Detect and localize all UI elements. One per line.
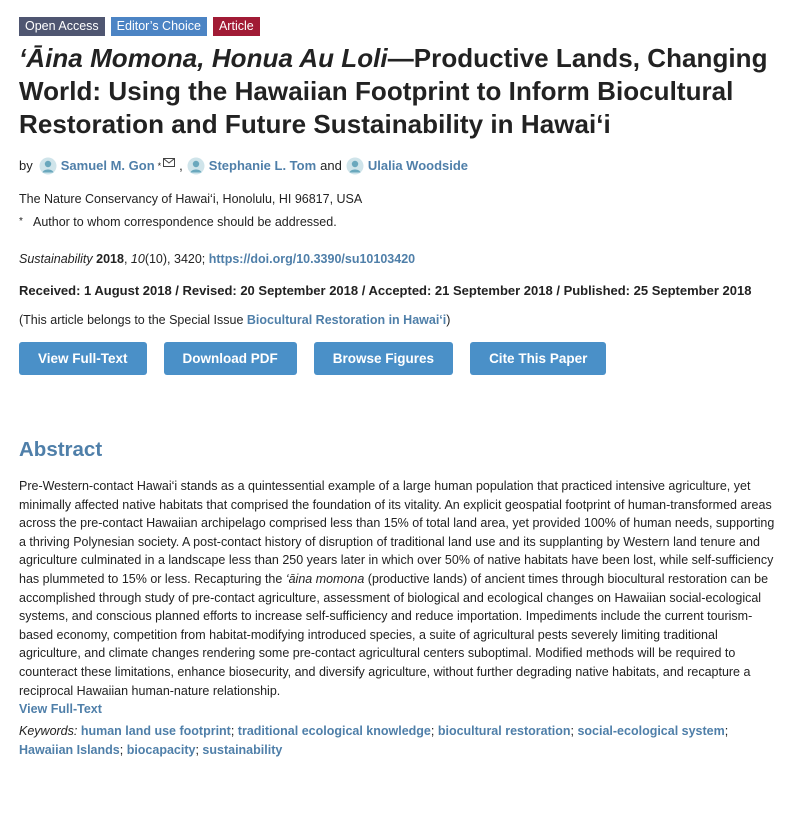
keyword-sep: ;	[430, 724, 438, 739]
keyword-link[interactable]: human land use footprint	[80, 724, 231, 739]
author-name[interactable]: Samuel M. Gon	[60, 158, 155, 173]
person-icon	[346, 157, 364, 175]
keyword-link[interactable]: biocapacity	[126, 743, 196, 758]
abstract-text	[19, 477, 782, 718]
keyword-link[interactable]: traditional ecological knowledge	[237, 724, 431, 739]
special-issue-prefix: (This article belongs to the Special Issue	[19, 313, 247, 327]
keyword-link[interactable]: social-ecological system	[577, 724, 725, 739]
abstract-view-full-text-link[interactable]: View Full-Text	[19, 702, 102, 717]
special-issue-link[interactable]: Biocultural Restoration in Hawai‘i	[246, 313, 447, 327]
keyword-link[interactable]: biocultural restoration	[437, 724, 571, 739]
correspondence-note	[19, 214, 782, 230]
citation-line	[19, 251, 782, 267]
author-link[interactable]	[346, 157, 468, 175]
cite-paper-button[interactable]: Cite This Paper	[470, 342, 606, 375]
abstract-heading: Abstract	[19, 438, 103, 461]
keyword-sep: ;	[570, 724, 578, 739]
correspondence-star: *	[19, 216, 23, 227]
citation-volume: 10	[130, 252, 145, 266]
author-link[interactable]	[39, 157, 155, 175]
editors-choice-badge[interactable]: Editor’s Choice	[111, 17, 207, 36]
affiliation: The Nature Conservancy of Hawai‘i, Honolulu, HI 96817, USA	[19, 192, 363, 206]
special-issue-note	[19, 312, 782, 328]
abstract-part-2: (productive lands) of ancient times through biocultural restoration can be accomplished through study of pre-contact agriculture, assessment of biological and ecological changes on Hawaiian social-ecological systems, and conscious planned efforts to increase self-sufficiency and reduce importation. Impediments include the current tourism-based economy, competition from habitat-modifying introduced species, a suite of agricultural pests severely limiting traditional agriculture, and climate changes rendering some pre-contact agricultural centers suboptimal. Modified methods will be required to counteract these limitations, enhance biosecurity, and diversify agriculture, without further degrading native habitats, and recapture a reciprocal Hawaiian human-nature relationship.	[19, 571, 769, 698]
author-separator: ,	[179, 158, 183, 173]
keyword-link[interactable]: sustainability	[202, 743, 283, 758]
special-issue-suffix: )	[446, 313, 451, 327]
abstract-italic-term: ‘āina momona	[285, 571, 365, 586]
citation-year: 2018	[96, 252, 124, 266]
open-access-badge[interactable]: Open Access	[19, 17, 105, 36]
doi-link[interactable]: https://doi.org/10.3390/su10103420	[208, 252, 416, 266]
title-italic-part: ‘Āina Momona, Honua Au Loli	[19, 43, 388, 73]
author-link[interactable]	[187, 157, 316, 175]
keyword-sep: ;	[119, 743, 127, 758]
download-pdf-button[interactable]: Download PDF	[164, 342, 297, 375]
keyword-sep: ;	[724, 724, 729, 739]
action-buttons	[19, 342, 782, 375]
abstract-part-1: Pre-Western-contact Hawai‘i stands as a quintessential example of a large human population that practiced intensive agriculture, yet minimally affected native habitats that comprised the foundation of its vitality. An explicit geospatial footprint of human-transformed areas across the pre-contact Hawaiian archipelago comprised less than 15% of total land area, yet provided 100% of human needs, supporting a thriving Polynesian society. A post-contact history of disruption of traditional land use and its supplanting by Western land tenure and agriculture culminated in a landscape less than 250 years later in which over 50% of native habitats have been lost, while self-sufficiency has plummeted to 15% or less. Recapturing the	[19, 479, 775, 586]
view-full-text-button[interactable]: View Full-Text	[19, 342, 147, 375]
corresponding-star: *	[157, 161, 162, 171]
browse-figures-button[interactable]: Browse Figures	[314, 342, 453, 375]
article-title	[19, 42, 782, 141]
journal-name: Sustainability	[19, 252, 93, 266]
person-icon	[187, 157, 205, 175]
keyword-sep: ;	[230, 724, 238, 739]
keyword-sep: ;	[195, 743, 203, 758]
correspondence-text: Author to whom correspondence should be addressed.	[33, 215, 337, 229]
author-list	[19, 157, 782, 175]
keyword-link[interactable]: Hawaiian Islands	[19, 743, 120, 758]
by-label: by	[19, 158, 33, 173]
badge-row	[19, 17, 782, 36]
publication-dates: Received: 1 August 2018 / Revised: 20 September 2018 / Accepted: 21 September 2018 / Published: 25 September 2018	[19, 283, 752, 298]
article-type-badge: Article	[213, 17, 260, 36]
keywords	[19, 722, 782, 760]
author-name[interactable]: Stephanie L. Tom	[208, 158, 317, 173]
and-label: and	[320, 158, 342, 173]
keywords-label: Keywords:	[19, 724, 78, 739]
mail-icon[interactable]	[163, 158, 175, 167]
title-main-part: —Productive Lands, Changing World: Using the Hawaiian Footprint to Inform Biocultural Restoration and Future Sustainability in Hawai‘i	[19, 43, 768, 139]
author-name[interactable]: Ulalia Woodside	[367, 158, 469, 173]
person-icon	[39, 157, 57, 175]
citation-sep: ,	[123, 252, 131, 266]
citation-issue-pages: (10), 3420;	[144, 252, 209, 266]
